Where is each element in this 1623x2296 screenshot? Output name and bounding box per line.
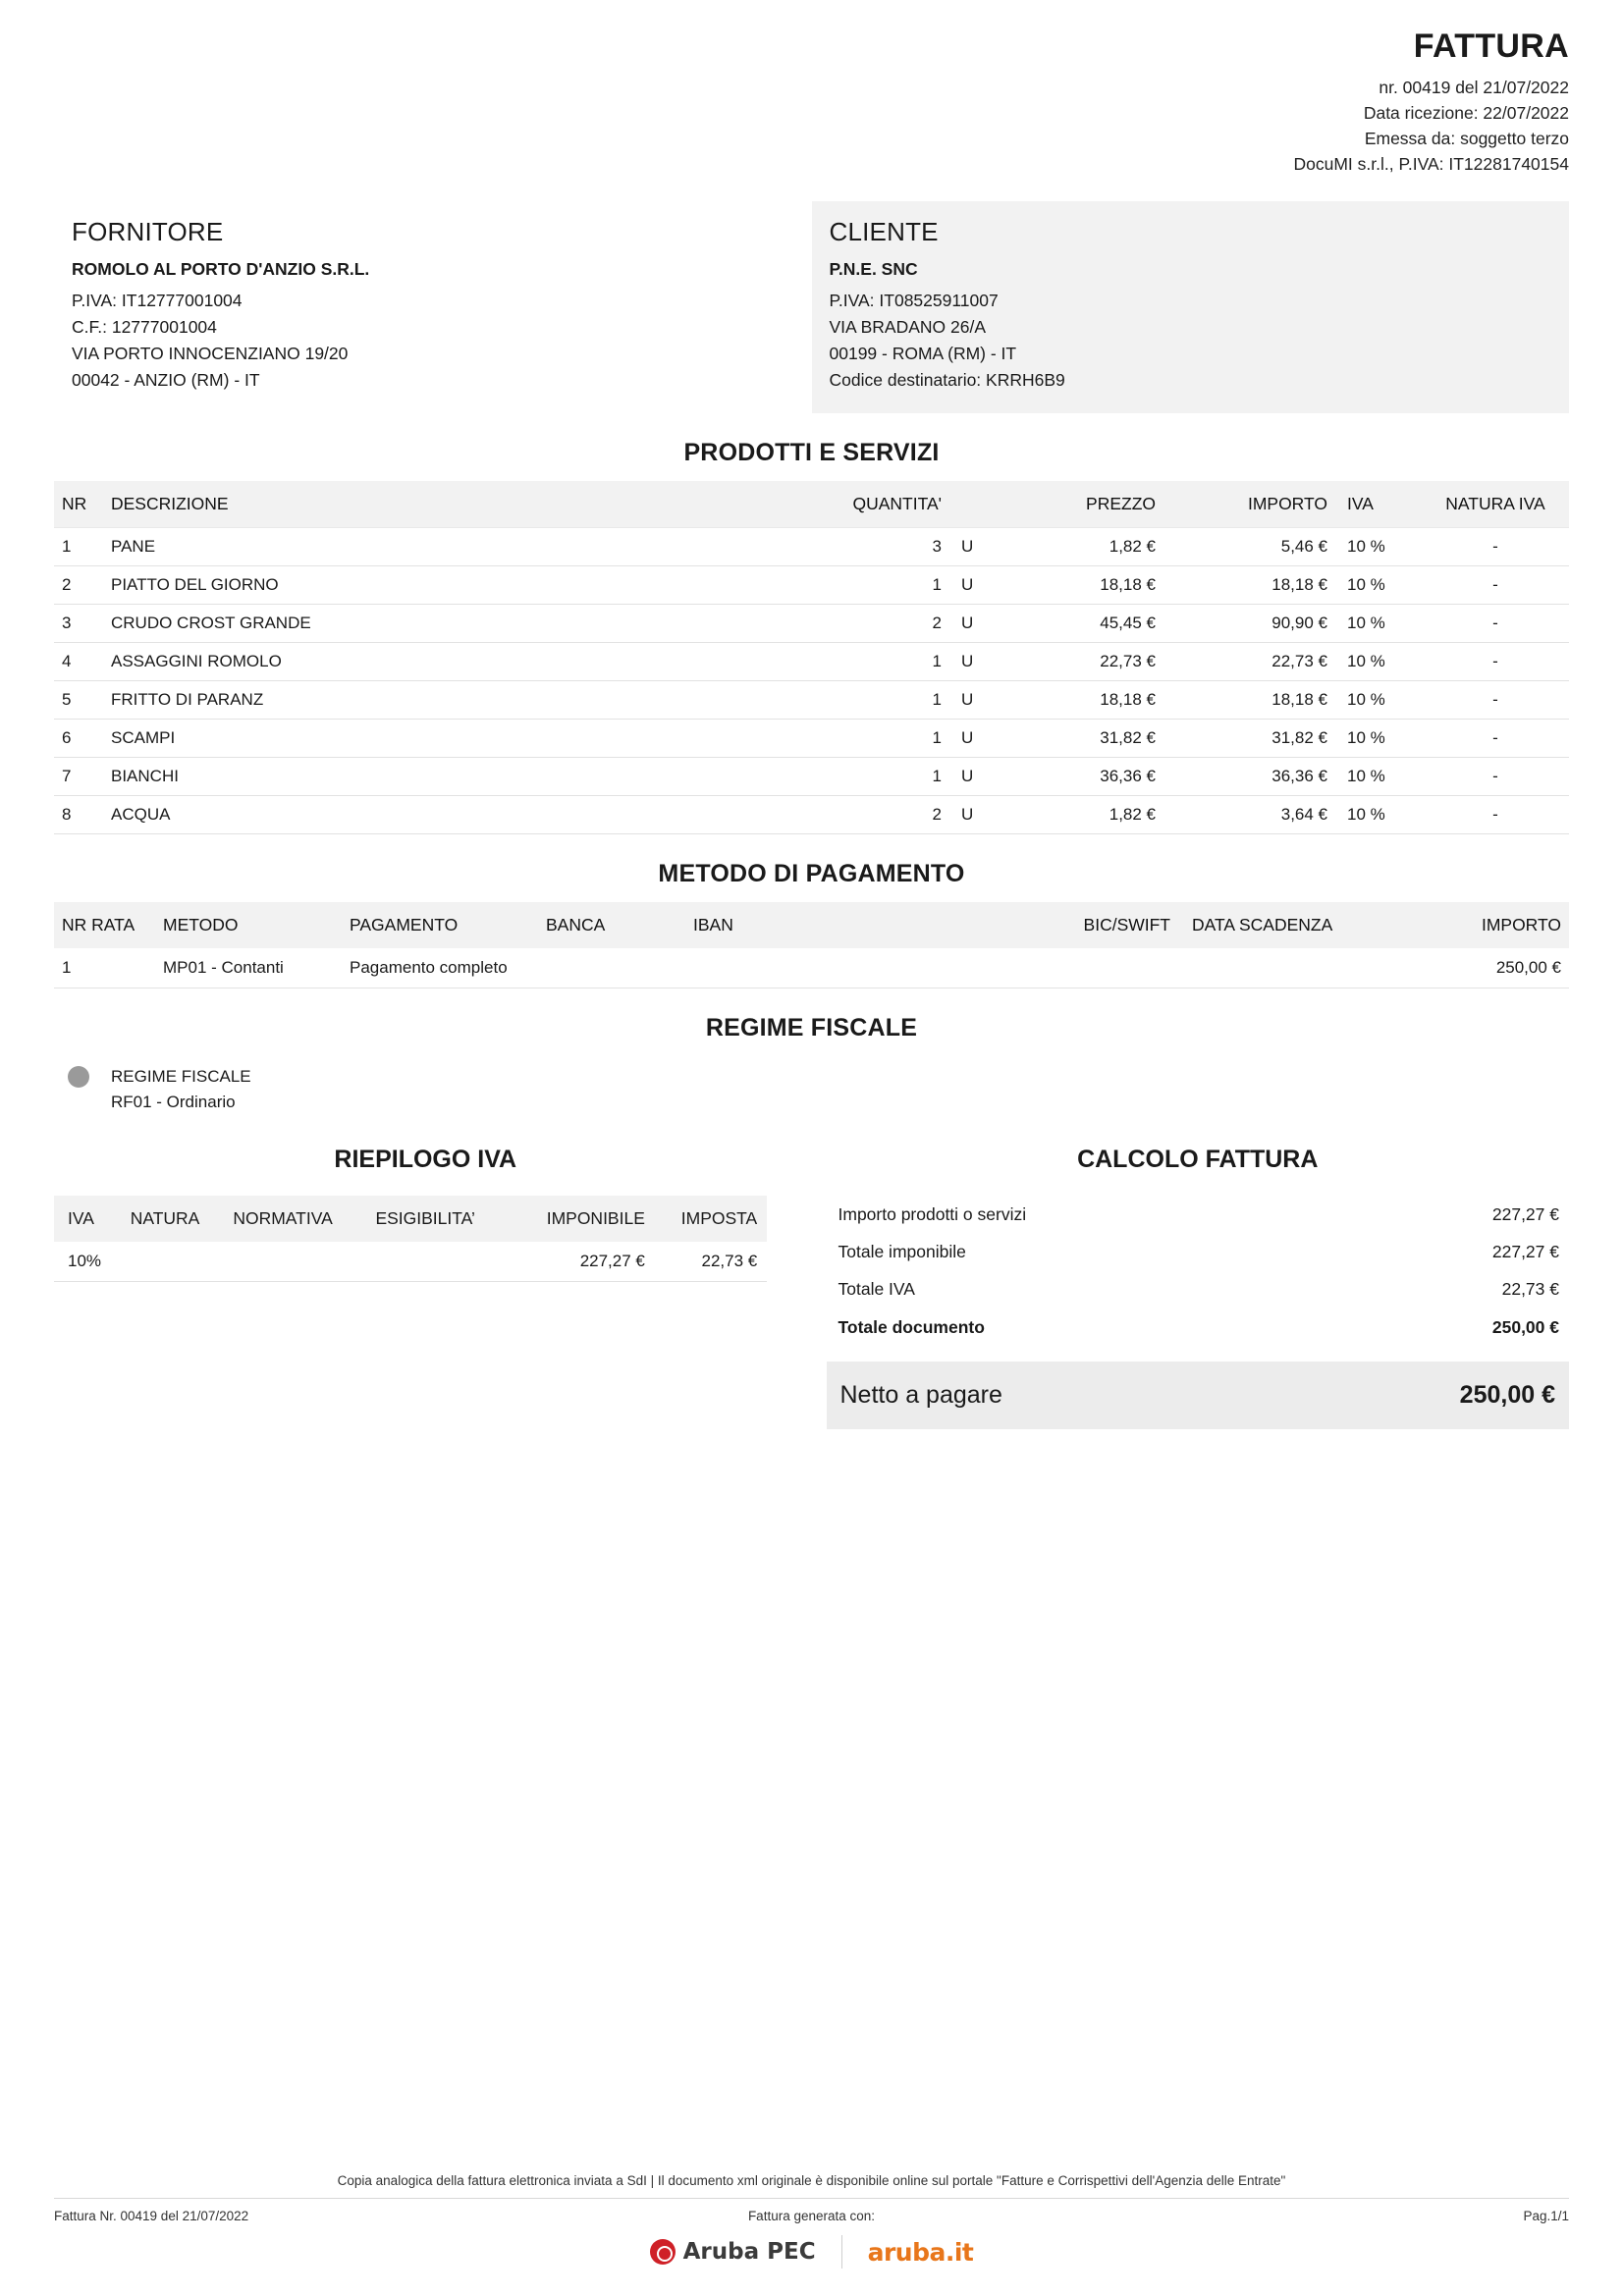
logo-divider bbox=[841, 2235, 842, 2269]
supplier-city: 00042 - ANZIO (RM) - IT bbox=[72, 369, 260, 390]
payment-section-title: METODO DI PAGAMENTO bbox=[658, 860, 965, 888]
cell-natura bbox=[125, 1242, 228, 1282]
page-footer bbox=[54, 2173, 1569, 2269]
cell-prezzo: 18,18 € bbox=[1100, 575, 1156, 595]
cell-importo: 18,18 € bbox=[1271, 575, 1327, 595]
cell-data-scadenza bbox=[1176, 948, 1402, 988]
cell-descrizione: FRITTO DI PARANZ bbox=[111, 690, 264, 710]
table-row bbox=[54, 566, 1569, 605]
cell-prezzo: 36,36 € bbox=[1100, 767, 1156, 786]
cell-quantita: 1 bbox=[932, 652, 942, 671]
cell-bic bbox=[1029, 948, 1176, 988]
cell-pagamento: Pagamento completo bbox=[350, 958, 508, 978]
cell-iva: 10 % bbox=[1347, 690, 1385, 710]
cell-prezzo: 45,45 € bbox=[1100, 614, 1156, 633]
cell-natura: - bbox=[1492, 690, 1498, 710]
cell-quantita: 2 bbox=[932, 805, 942, 825]
cell-natura: - bbox=[1492, 652, 1498, 671]
cell-descrizione: SCAMPI bbox=[111, 728, 176, 748]
cell-quantita: 1 bbox=[932, 767, 942, 786]
cell-importo: 5,46 € bbox=[1280, 537, 1327, 557]
customer-name: P.N.E. SNC bbox=[829, 258, 918, 279]
vat-summary-header-row bbox=[54, 1196, 767, 1242]
totals-row bbox=[827, 1196, 1570, 1233]
net-payable-box bbox=[827, 1362, 1570, 1429]
customer-address: VIA BRADANO 26/A bbox=[829, 316, 987, 337]
totals-value: 227,27 € bbox=[1491, 1203, 1559, 1224]
table-row bbox=[54, 1242, 767, 1282]
cell-nr: 6 bbox=[62, 728, 72, 748]
totals-col bbox=[827, 1134, 1570, 1429]
header-importo-pagamento: IMPORTO bbox=[1402, 902, 1569, 948]
cell-nr: 8 bbox=[62, 805, 72, 825]
cell-prezzo: 22,73 € bbox=[1100, 652, 1156, 671]
issuer-details: DocuMI s.r.l., P.IVA: IT12281740154 bbox=[1293, 153, 1569, 174]
page-title: FATTURA bbox=[1413, 27, 1569, 65]
table-row bbox=[54, 720, 1569, 758]
header-nr-rata: NR RATA bbox=[54, 902, 157, 948]
table-row bbox=[54, 605, 1569, 643]
totals-label: Totale IVA bbox=[838, 1279, 915, 1300]
seal-icon bbox=[650, 2239, 676, 2265]
net-payable-value: 250,00 € bbox=[1459, 1380, 1555, 1409]
footer-invoice-ref: Fattura Nr. 00419 del 21/07/2022 bbox=[54, 2209, 249, 2223]
cell-natura: - bbox=[1492, 728, 1498, 748]
header-natura: NATURA bbox=[125, 1196, 228, 1242]
cell-natura: - bbox=[1492, 575, 1498, 595]
cell-um: U bbox=[961, 652, 974, 671]
totals-label: Totale documento bbox=[838, 1316, 985, 1337]
supplier-block bbox=[54, 201, 812, 414]
header-iva: IVA bbox=[1333, 481, 1422, 528]
products-section-title: PRODOTTI E SERVIZI bbox=[683, 439, 940, 467]
cell-natura: - bbox=[1492, 614, 1498, 633]
table-row bbox=[54, 758, 1569, 796]
cell-metodo: MP01 - Contanti bbox=[163, 958, 284, 978]
header-um bbox=[947, 481, 1004, 528]
cell-nr-rata: 1 bbox=[62, 958, 72, 978]
cell-iva: 10 % bbox=[1347, 728, 1385, 748]
issued-by: Emessa da: soggetto terzo bbox=[1364, 128, 1569, 148]
payment-table-body bbox=[54, 948, 1569, 988]
cell-importo: 22,73 € bbox=[1271, 652, 1327, 671]
document-header bbox=[54, 0, 1569, 178]
vat-summary-body bbox=[54, 1242, 767, 1282]
header-bic-swift: BIC/SWIFT bbox=[1029, 902, 1176, 948]
regime-label: REGIME FISCALE bbox=[111, 1067, 251, 1087]
totals-value: 22,73 € bbox=[1501, 1279, 1559, 1300]
regime-section-title: REGIME FISCALE bbox=[705, 1014, 918, 1042]
header-metodo: METODO bbox=[157, 902, 344, 948]
table-row bbox=[54, 681, 1569, 720]
vat-summary-table bbox=[54, 1196, 767, 1282]
cell-descrizione: PANE bbox=[111, 537, 156, 557]
table-row bbox=[54, 796, 1569, 834]
supplier-title: FORNITORE bbox=[72, 216, 224, 246]
cell-descrizione: ASSAGGINI ROMOLO bbox=[111, 652, 282, 671]
cell-quantita: 2 bbox=[932, 614, 942, 633]
cell-nr: 1 bbox=[62, 537, 72, 557]
header-nr: NR bbox=[54, 481, 105, 528]
cell-natura: - bbox=[1492, 805, 1498, 825]
header-iban: IBAN bbox=[687, 902, 1029, 948]
customer-block bbox=[812, 201, 1570, 414]
table-row bbox=[54, 643, 1569, 681]
cell-um: U bbox=[961, 575, 974, 595]
cell-nr: 5 bbox=[62, 690, 72, 710]
table-row bbox=[54, 528, 1569, 566]
cell-descrizione: PIATTO DEL GIORNO bbox=[111, 575, 279, 595]
header-normativa: NORMATIVA bbox=[227, 1196, 369, 1242]
header-natura-iva: NATURA IVA bbox=[1422, 481, 1569, 528]
cell-um: U bbox=[961, 537, 974, 557]
header-quantita: QUANTITA' bbox=[771, 481, 947, 528]
supplier-fiscal-code: C.F.: 12777001004 bbox=[72, 316, 217, 337]
header-data-scadenza: DATA SCADENZA bbox=[1176, 902, 1402, 948]
totals-value: 250,00 € bbox=[1491, 1316, 1559, 1337]
header-pagamento: PAGAMENTO bbox=[344, 902, 540, 948]
cell-um: U bbox=[961, 690, 974, 710]
footer-generated-with: Fattura generata con: bbox=[747, 2209, 876, 2223]
cell-iva: 10 % bbox=[1347, 575, 1385, 595]
reception-date: Data ricezione: 22/07/2022 bbox=[1363, 102, 1569, 123]
cell-prezzo: 18,18 € bbox=[1100, 690, 1156, 710]
cell-iva-rate: 10% bbox=[68, 1251, 102, 1270]
cell-iva: 10 % bbox=[1347, 805, 1385, 825]
customer-vat: P.IVA: IT08525911007 bbox=[829, 290, 999, 310]
cell-nr: 2 bbox=[62, 575, 72, 595]
supplier-vat: P.IVA: IT12777001004 bbox=[72, 290, 243, 310]
cell-importo: 90,90 € bbox=[1271, 614, 1327, 633]
cell-nr: 3 bbox=[62, 614, 72, 633]
cell-importo: 36,36 € bbox=[1271, 767, 1327, 786]
footer-note: Copia analogica della fattura elettronica inviata a SdI | Il documento xml originale è disponibile online sul portale "Fatture e Corrispettivi dell'Agenzia delle Entrate" bbox=[54, 2173, 1569, 2199]
totals-row bbox=[827, 1233, 1570, 1270]
cell-quantita: 1 bbox=[932, 575, 942, 595]
cell-natura: - bbox=[1492, 537, 1498, 557]
regime-row bbox=[54, 1056, 1569, 1120]
net-payable-label: Netto a pagare bbox=[839, 1380, 1002, 1409]
vat-summary-col bbox=[54, 1134, 797, 1429]
totals-label: Totale imponibile bbox=[838, 1242, 966, 1261]
cell-imposta: 22,73 € bbox=[701, 1251, 758, 1270]
totals-row bbox=[827, 1308, 1570, 1346]
header-prezzo: PREZZO bbox=[1004, 481, 1162, 528]
supplier-name: ROMOLO AL PORTO D'ANZIO S.R.L. bbox=[72, 258, 370, 279]
products-header-row bbox=[54, 481, 1569, 528]
customer-recipient-code: Codice destinatario: KRRH6B9 bbox=[829, 369, 1065, 390]
cell-prezzo: 1,82 € bbox=[1109, 537, 1156, 557]
cell-iva: 10 % bbox=[1347, 614, 1385, 633]
cell-esigibilita bbox=[369, 1242, 515, 1282]
cell-um: U bbox=[961, 767, 974, 786]
header-banca: BANCA bbox=[540, 902, 687, 948]
header-iva-rate: IVA bbox=[54, 1196, 125, 1242]
payment-header-row bbox=[54, 902, 1569, 948]
header-importo: IMPORTO bbox=[1162, 481, 1333, 528]
cell-iban bbox=[687, 948, 1029, 988]
cell-descrizione: ACQUA bbox=[111, 805, 171, 825]
cell-quantita: 3 bbox=[932, 537, 942, 557]
cell-um: U bbox=[961, 728, 974, 748]
payment-table bbox=[54, 902, 1569, 988]
cell-nr: 4 bbox=[62, 652, 72, 671]
aruba-pec-label: Aruba PEC bbox=[682, 2239, 816, 2265]
vat-summary-title: RIEPILOGO IVA bbox=[334, 1145, 517, 1173]
footer-page-number: Pag.1/1 bbox=[1523, 2209, 1569, 2223]
header-imposta: IMPOSTA bbox=[651, 1196, 767, 1242]
cell-quantita: 1 bbox=[932, 728, 942, 748]
cell-descrizione: CRUDO CROST GRANDE bbox=[111, 614, 311, 633]
bullet-icon bbox=[68, 1066, 89, 1088]
customer-title: CLIENTE bbox=[829, 216, 939, 246]
table-row bbox=[54, 948, 1569, 988]
cell-banca bbox=[540, 948, 687, 988]
aruba-it-logo: aruba.it bbox=[867, 2237, 974, 2267]
cell-quantita: 1 bbox=[932, 690, 942, 710]
parties-block bbox=[54, 201, 1569, 414]
products-table bbox=[54, 481, 1569, 834]
totals-label: Importo prodotti o servizi bbox=[838, 1203, 1027, 1224]
totals-value: 227,27 € bbox=[1491, 1242, 1559, 1261]
header-imponibile: IMPONIBILE bbox=[515, 1196, 651, 1242]
customer-city: 00199 - ROMA (RM) - IT bbox=[829, 343, 1017, 363]
cell-importo: 18,18 € bbox=[1271, 690, 1327, 710]
cell-um: U bbox=[961, 805, 974, 825]
supplier-address: VIA PORTO INNOCENZIANO 19/20 bbox=[72, 343, 349, 363]
cell-um: U bbox=[961, 614, 974, 633]
cell-prezzo: 31,82 € bbox=[1100, 728, 1156, 748]
header-esigibilita: ESIGIBILITA’ bbox=[369, 1196, 515, 1242]
totals-row bbox=[827, 1270, 1570, 1308]
cell-natura: - bbox=[1492, 767, 1498, 786]
regime-value: RF01 - Ordinario bbox=[111, 1093, 236, 1112]
footer-bar bbox=[54, 2199, 1569, 2223]
cell-descrizione: BIANCHI bbox=[111, 767, 179, 786]
cell-importo-pagamento: 250,00 € bbox=[1495, 958, 1561, 978]
cell-normativa bbox=[227, 1242, 369, 1282]
cell-imponibile: 227,27 € bbox=[579, 1251, 645, 1270]
totals-list bbox=[827, 1196, 1570, 1346]
cell-prezzo: 1,82 € bbox=[1109, 805, 1156, 825]
invoice-number: nr. 00419 del 21/07/2022 bbox=[1379, 78, 1569, 97]
cell-importo: 3,64 € bbox=[1280, 805, 1327, 825]
summary-block bbox=[54, 1134, 1569, 1429]
footer-logos bbox=[54, 2235, 1569, 2269]
cell-iva: 10 % bbox=[1347, 767, 1385, 786]
header-descrizione: DESCRIZIONE bbox=[105, 481, 771, 528]
products-table-body bbox=[54, 528, 1569, 834]
cell-iva: 10 % bbox=[1347, 652, 1385, 671]
cell-nr: 7 bbox=[62, 767, 72, 786]
cell-importo: 31,82 € bbox=[1271, 728, 1327, 748]
totals-title: CALCOLO FATTURA bbox=[1077, 1145, 1319, 1173]
cell-iva: 10 % bbox=[1347, 537, 1385, 557]
aruba-pec-logo bbox=[650, 2239, 816, 2265]
